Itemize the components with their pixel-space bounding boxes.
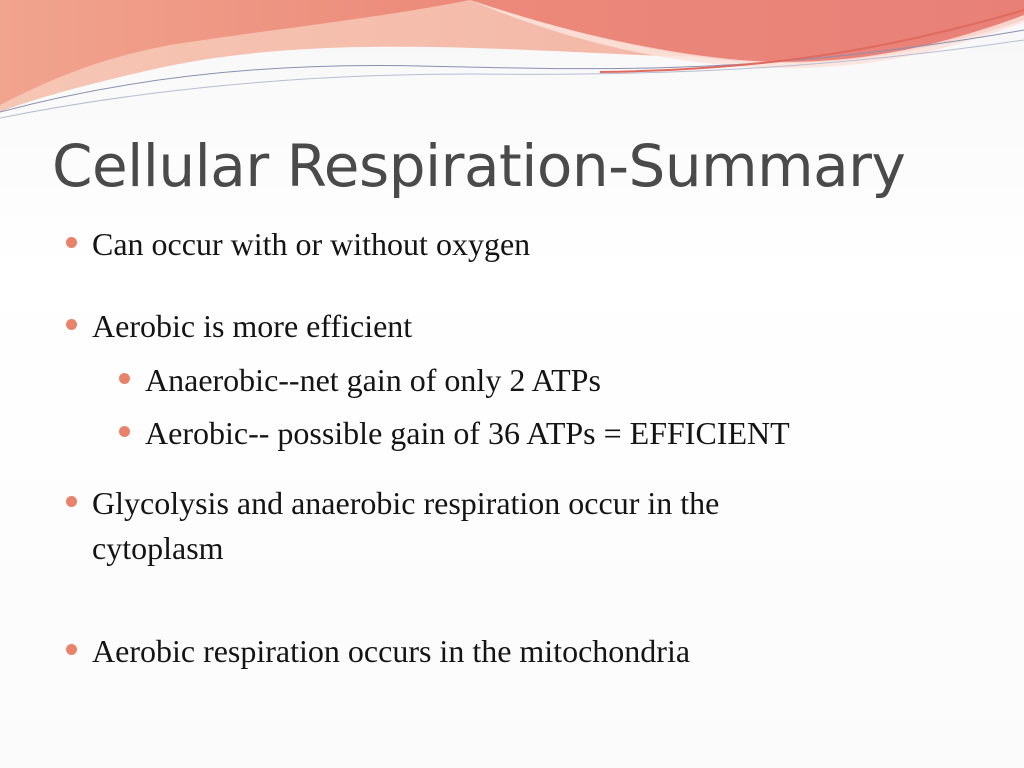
sub-bullet-item (145, 411, 790, 455)
bullet-item (92, 629, 690, 673)
bullet-dot-icon (119, 426, 130, 437)
bullet-text: Glycolysis and anaerobic respiration occur in the (92, 485, 720, 521)
bullet-dot-icon (66, 237, 77, 248)
bullet-text: Aerobic respiration occurs in the mitochondria (92, 633, 691, 669)
bullet-dot-icon (66, 319, 77, 330)
bullet-text: cytoplasm (92, 530, 224, 566)
sub-bullet-item (145, 358, 601, 402)
bullet-item (92, 481, 719, 525)
bullet-text: Aerobic is more efficient (92, 308, 413, 344)
bullet-text: Anaerobic--net gain of only 2 ATPs (145, 362, 601, 398)
bullet-item-continuation (92, 526, 224, 570)
bullet-item (92, 222, 530, 266)
bullet-text: Aerobic-- possible gain of 36 ATPs = EFFICIENT (145, 415, 790, 451)
bullet-dot-icon (66, 644, 77, 655)
bullet-dot-icon (66, 496, 77, 507)
bullet-dot-icon (119, 373, 130, 384)
bullet-text: Can occur with or without oxygen (92, 226, 531, 262)
slide-title: Cellular Respiration-Summary (52, 132, 906, 200)
bullet-item (92, 304, 412, 348)
